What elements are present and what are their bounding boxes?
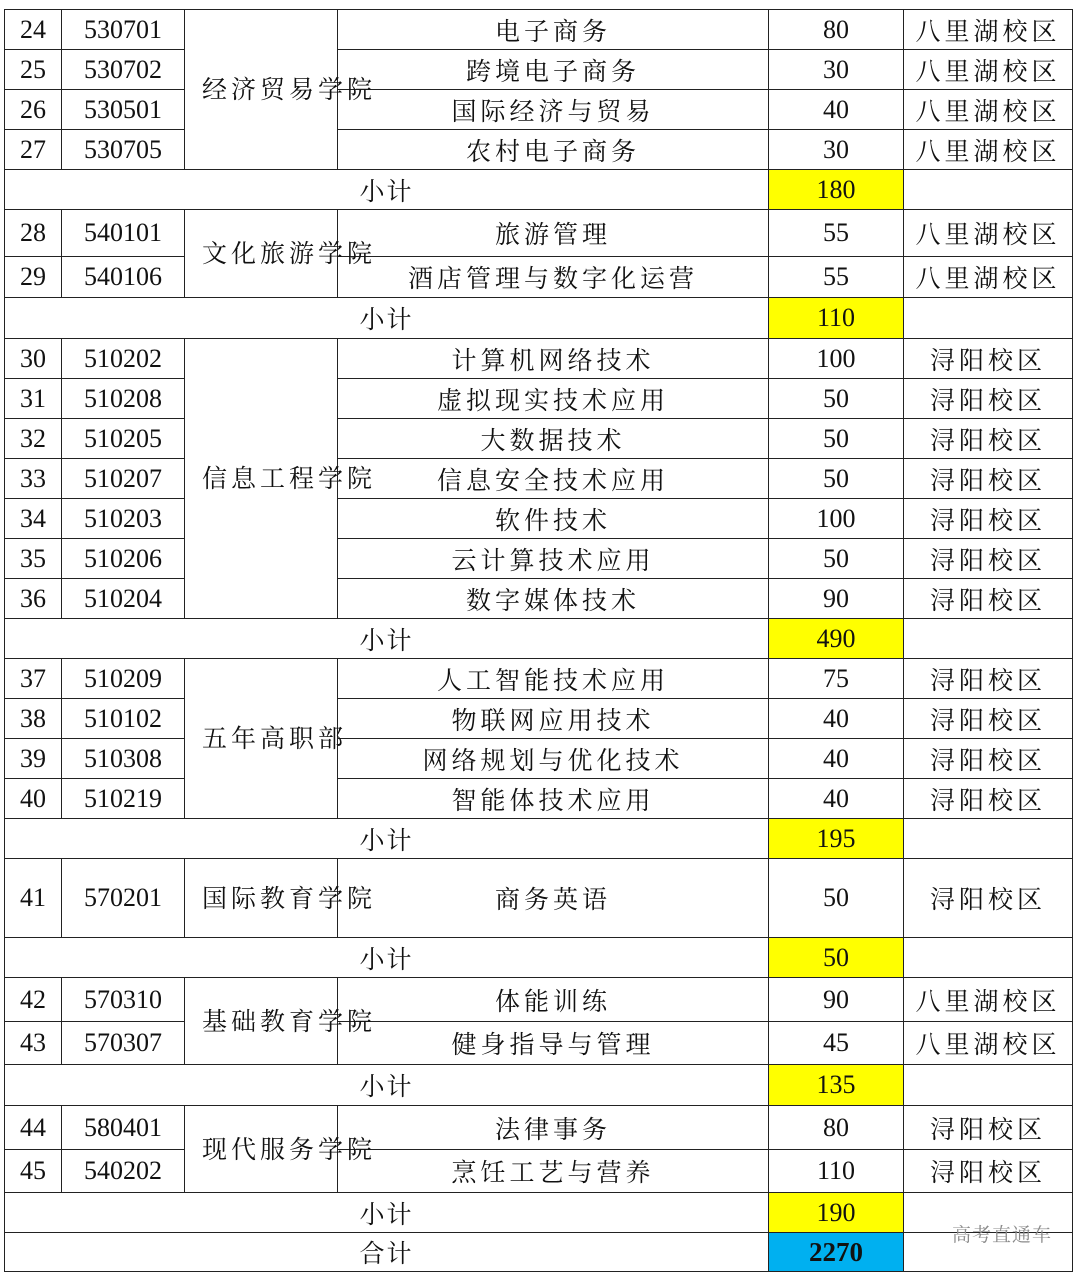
subtotal-row	[5, 1193, 1073, 1233]
major-code-cell: 510308	[62, 739, 185, 779]
table-row	[5, 257, 1073, 298]
campus-cell: 浔阳校区	[904, 419, 1073, 459]
department-cell	[185, 859, 377, 938]
subtotal-label: 小计	[5, 170, 769, 210]
department-cell	[185, 339, 377, 619]
total-row	[5, 1233, 1073, 1272]
total-label: 合计	[5, 1233, 769, 1272]
row-number-cell: 33	[5, 459, 62, 499]
department-cell	[185, 210, 377, 298]
campus-cell: 浔阳校区	[904, 459, 1073, 499]
plan-count-cell: 40	[769, 739, 904, 779]
subtotal-row	[5, 298, 1073, 339]
campus-cell: 浔阳校区	[904, 739, 1073, 779]
table-row	[5, 419, 1073, 459]
subtotal-value: 490	[769, 619, 904, 659]
row-number-cell: 29	[5, 257, 62, 298]
campus-cell: 浔阳校区	[904, 1106, 1073, 1150]
major-name-cell: 电子商务	[338, 10, 769, 50]
major-code-cell: 540101	[62, 210, 185, 257]
subtotal-row	[5, 170, 1073, 210]
subtotal-row	[5, 819, 1073, 859]
row-number-cell: 43	[5, 1022, 62, 1065]
row-number-cell: 26	[5, 90, 62, 130]
subtotal-value: 110	[769, 298, 904, 339]
plan-count-cell: 50	[769, 419, 904, 459]
department-name: 文化旅游学院	[202, 239, 377, 268]
table-row	[5, 339, 1073, 379]
table-row	[5, 579, 1073, 619]
subtotal-empty-cell	[904, 819, 1073, 859]
row-number-cell: 39	[5, 739, 62, 779]
major-code-cell: 510203	[62, 499, 185, 539]
table-row	[5, 739, 1073, 779]
subtotal-value: 195	[769, 819, 904, 859]
watermark: 高考直通车	[951, 1224, 1052, 1246]
row-number-cell: 45	[5, 1150, 62, 1193]
subtotal-value: 50	[769, 938, 904, 978]
campus-cell: 八里湖校区	[904, 210, 1073, 257]
table-row	[5, 379, 1073, 419]
plan-count-cell: 90	[769, 579, 904, 619]
major-code-cell: 510204	[62, 579, 185, 619]
major-code-cell: 540106	[62, 257, 185, 298]
row-number-cell: 41	[5, 859, 62, 938]
campus-cell: 八里湖校区	[904, 130, 1073, 170]
major-name-cell: 酒店管理与数字化运营	[338, 257, 769, 298]
campus-cell: 八里湖校区	[904, 978, 1073, 1022]
campus-cell: 八里湖校区	[904, 50, 1073, 90]
major-code-cell: 530705	[62, 130, 185, 170]
table-row	[5, 50, 1073, 90]
table-row	[5, 499, 1073, 539]
major-name-cell: 商务英语	[338, 859, 769, 938]
plan-count-cell: 50	[769, 859, 904, 938]
plan-count-cell: 40	[769, 779, 904, 819]
major-code-cell: 570201	[62, 859, 185, 938]
table-row	[5, 659, 1073, 699]
plan-count-cell: 30	[769, 50, 904, 90]
major-name-cell: 网络规划与优化技术	[338, 739, 769, 779]
major-code-cell: 570310	[62, 978, 185, 1022]
row-number-cell: 37	[5, 659, 62, 699]
major-code-cell: 570307	[62, 1022, 185, 1065]
subtotal-label: 小计	[5, 938, 769, 978]
major-name-cell: 旅游管理	[338, 210, 769, 257]
major-code-cell: 510208	[62, 379, 185, 419]
row-number-cell: 28	[5, 210, 62, 257]
major-code-cell: 530701	[62, 10, 185, 50]
department-name: 国际教育学院	[202, 883, 377, 913]
major-name-cell: 健身指导与管理	[338, 1022, 769, 1065]
row-number-cell: 40	[5, 779, 62, 819]
row-number-cell: 44	[5, 1106, 62, 1150]
enrollment-plan-table	[4, 9, 1073, 1272]
table-row	[5, 699, 1073, 739]
subtotal-label: 小计	[5, 1193, 769, 1233]
campus-cell: 浔阳校区	[904, 379, 1073, 419]
campus-cell: 浔阳校区	[904, 339, 1073, 379]
row-number-cell: 32	[5, 419, 62, 459]
major-code-cell: 530501	[62, 90, 185, 130]
department-cell	[185, 10, 377, 170]
table-row	[5, 1022, 1073, 1065]
subtotal-value: 190	[769, 1193, 904, 1233]
table-row	[5, 1106, 1073, 1150]
plan-count-cell: 100	[769, 339, 904, 379]
department-cell	[185, 1106, 377, 1193]
major-code-cell: 530702	[62, 50, 185, 90]
major-name-cell: 智能体技术应用	[338, 779, 769, 819]
plan-count-cell: 45	[769, 1022, 904, 1065]
major-name-cell: 信息安全技术应用	[338, 459, 769, 499]
plan-count-cell: 100	[769, 499, 904, 539]
subtotal-empty-cell	[904, 619, 1073, 659]
plan-count-cell: 50	[769, 379, 904, 419]
row-number-cell: 27	[5, 130, 62, 170]
major-code-cell: 510219	[62, 779, 185, 819]
major-code-cell: 510205	[62, 419, 185, 459]
campus-cell: 八里湖校区	[904, 90, 1073, 130]
table-row	[5, 779, 1073, 819]
major-name-cell: 软件技术	[338, 499, 769, 539]
plan-count-cell: 80	[769, 1106, 904, 1150]
plan-count-cell: 30	[769, 130, 904, 170]
row-number-cell: 42	[5, 978, 62, 1022]
table-row	[5, 90, 1073, 130]
row-number-cell: 24	[5, 10, 62, 50]
table-row	[5, 130, 1073, 170]
major-name-cell: 云计算技术应用	[338, 539, 769, 579]
table-row	[5, 459, 1073, 499]
campus-cell: 八里湖校区	[904, 257, 1073, 298]
plan-count-cell: 50	[769, 539, 904, 579]
department-cell	[185, 978, 377, 1065]
plan-count-cell: 40	[769, 699, 904, 739]
major-name-cell: 大数据技术	[338, 419, 769, 459]
major-name-cell: 物联网应用技术	[338, 699, 769, 739]
campus-cell: 浔阳校区	[904, 699, 1073, 739]
major-code-cell: 580401	[62, 1106, 185, 1150]
subtotal-empty-cell	[904, 298, 1073, 339]
department-name: 经济贸易学院	[202, 75, 377, 104]
major-code-cell: 510202	[62, 339, 185, 379]
major-code-cell: 540202	[62, 1150, 185, 1193]
subtotal-label: 小计	[5, 1065, 769, 1106]
major-name-cell: 计算机网络技术	[338, 339, 769, 379]
subtotal-value: 135	[769, 1065, 904, 1106]
major-code-cell: 510206	[62, 539, 185, 579]
department-name: 基础教育学院	[202, 1006, 377, 1036]
major-name-cell: 数字媒体技术	[338, 579, 769, 619]
major-name-cell: 体能训练	[338, 978, 769, 1022]
department-name: 现代服务学院	[202, 1134, 377, 1164]
campus-cell: 浔阳校区	[904, 659, 1073, 699]
campus-cell: 浔阳校区	[904, 539, 1073, 579]
table-row	[5, 210, 1073, 257]
subtotal-label: 小计	[5, 298, 769, 339]
major-code-cell: 510209	[62, 659, 185, 699]
subtotal-value: 180	[769, 170, 904, 210]
subtotal-empty-cell	[904, 170, 1073, 210]
campus-cell: 浔阳校区	[904, 779, 1073, 819]
row-number-cell: 35	[5, 539, 62, 579]
plan-count-cell: 80	[769, 10, 904, 50]
row-number-cell: 38	[5, 699, 62, 739]
table-row	[5, 539, 1073, 579]
campus-cell: 八里湖校区	[904, 1022, 1073, 1065]
major-code-cell: 510207	[62, 459, 185, 499]
major-name-cell: 国际经济与贸易	[338, 90, 769, 130]
major-name-cell: 虚拟现实技术应用	[338, 379, 769, 419]
department-name: 五年高职部	[202, 724, 348, 753]
row-number-cell: 30	[5, 339, 62, 379]
major-name-cell: 烹饪工艺与营养	[338, 1150, 769, 1193]
plan-count-cell: 75	[769, 659, 904, 699]
plan-count-cell: 40	[769, 90, 904, 130]
table-row	[5, 1150, 1073, 1193]
subtotal-empty-cell	[904, 1065, 1073, 1106]
total-value: 2270	[769, 1233, 904, 1272]
campus-cell: 浔阳校区	[904, 499, 1073, 539]
subtotal-label: 小计	[5, 619, 769, 659]
plan-count-cell: 90	[769, 978, 904, 1022]
subtotal-row	[5, 619, 1073, 659]
table-row	[5, 859, 1073, 938]
row-number-cell: 31	[5, 379, 62, 419]
row-number-cell: 34	[5, 499, 62, 539]
major-name-cell: 法律事务	[338, 1106, 769, 1150]
major-code-cell: 510102	[62, 699, 185, 739]
campus-cell: 浔阳校区	[904, 1150, 1073, 1193]
row-number-cell: 25	[5, 50, 62, 90]
table-row	[5, 978, 1073, 1022]
plan-count-cell: 55	[769, 257, 904, 298]
department-cell	[185, 659, 348, 819]
campus-cell: 八里湖校区	[904, 10, 1073, 50]
campus-cell: 浔阳校区	[904, 579, 1073, 619]
subtotal-label: 小计	[5, 819, 769, 859]
campus-cell: 浔阳校区	[904, 859, 1073, 938]
subtotal-empty-cell	[904, 938, 1073, 978]
row-number-cell: 36	[5, 579, 62, 619]
plan-count-cell: 110	[769, 1150, 904, 1193]
plan-count-cell: 50	[769, 459, 904, 499]
major-name-cell: 人工智能技术应用	[338, 659, 769, 699]
department-name: 信息工程学院	[202, 464, 377, 493]
subtotal-row	[5, 938, 1073, 978]
major-name-cell: 跨境电子商务	[338, 50, 769, 90]
subtotal-row	[5, 1065, 1073, 1106]
plan-count-cell: 55	[769, 210, 904, 257]
table-row	[5, 10, 1073, 50]
major-name-cell: 农村电子商务	[338, 130, 769, 170]
